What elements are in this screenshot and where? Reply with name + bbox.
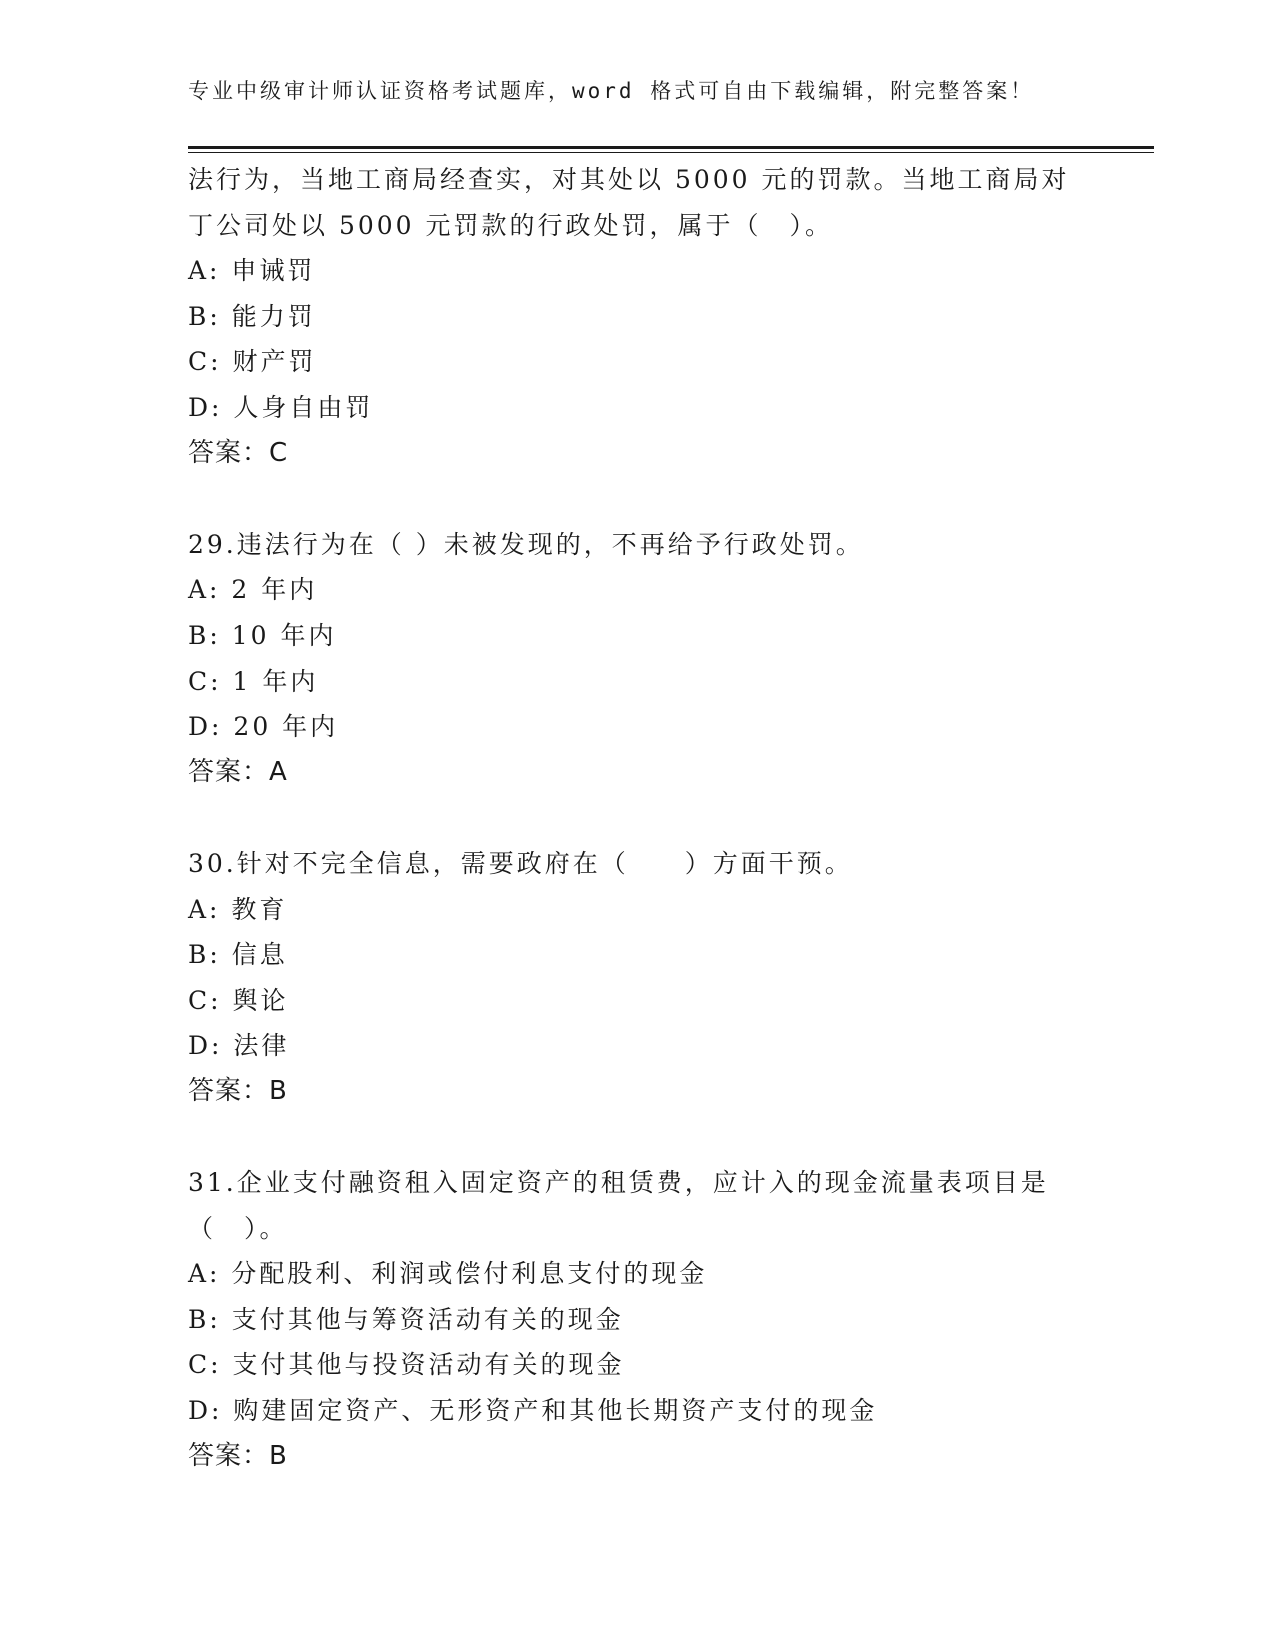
answer-line: 答案：C — [188, 437, 289, 468]
option-a: A: 分配股利、利润或偿付利息支付的现金 — [188, 1259, 708, 1289]
option-b: B: 信息 — [188, 940, 288, 970]
answer-line: 答案：A — [188, 756, 288, 787]
question-stem-line: 31.企业支付融资租入固定资产的租赁费，应计入的现金流量表项目是 — [188, 1168, 1049, 1198]
question-list — [188, 157, 1088, 1479]
question-stem-line: 法行为，当地工商局经查实，对其处以 5000 元的罚款。当地工商局对 — [188, 165, 1070, 194]
question-stem-line: （ ）。 — [188, 1213, 288, 1243]
question-block — [188, 1160, 1088, 1479]
page-header: 专业中级审计师认证资格考试题库，word 格式可自由下载编辑，附完整答案！ — [188, 79, 1035, 103]
question-stem-line: 丁公司处以 5000 元罚款的行政处罚，属于（ ）。 — [188, 210, 834, 240]
option-d: D: 法律 — [188, 1031, 290, 1061]
header-rule-thick — [188, 146, 1154, 149]
option-b: B: 10 年内 — [188, 620, 337, 650]
question-block — [188, 522, 1088, 796]
option-a: A: 教育 — [188, 894, 288, 924]
option-c: C: 财产罚 — [188, 347, 317, 377]
question-block — [188, 841, 1088, 1115]
block-spacer — [188, 476, 1088, 522]
answer-line: 答案：B — [188, 1075, 288, 1106]
option-a: A: 申诫罚 — [188, 256, 316, 286]
option-b: B: 能力罚 — [188, 301, 316, 331]
option-b: B: 支付其他与筹资活动有关的现金 — [188, 1304, 624, 1334]
option-d: D: 人身自由罚 — [188, 392, 374, 422]
block-spacer — [188, 1114, 1088, 1160]
option-c: C: 支付其他与投资活动有关的现金 — [188, 1350, 625, 1380]
question-block — [188, 157, 1088, 476]
answer-line: 答案：B — [188, 1440, 288, 1471]
header-rule-thin — [188, 152, 1154, 153]
option-a: A: 2 年内 — [188, 575, 318, 605]
option-c: C: 1 年内 — [188, 666, 319, 696]
option-d: D: 购建固定资产、无形资产和其他长期资产支付的现金 — [188, 1396, 878, 1426]
block-spacer — [188, 795, 1088, 841]
option-c: C: 舆论 — [188, 985, 289, 1015]
question-stem-line: 29.违法行为在（ ）未被发现的，不再给予行政处罚。 — [188, 529, 864, 559]
option-d: D: 20 年内 — [188, 712, 339, 742]
question-stem-line: 30.针对不完全信息，需要政府在（ ）方面干预。 — [188, 848, 853, 878]
